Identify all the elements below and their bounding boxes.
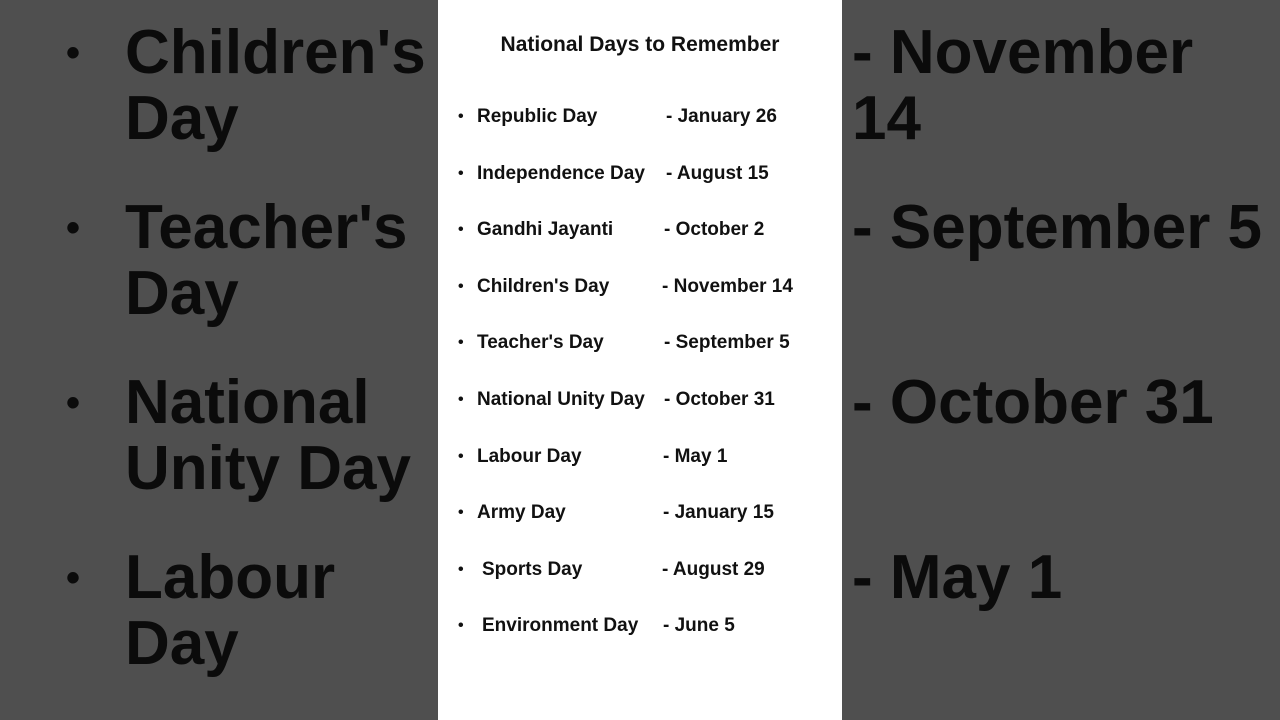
bullet: • [458, 447, 464, 465]
background-label: National Unity Day [125, 368, 411, 503]
background-date: - September 5 [852, 193, 1263, 262]
background-date: - October 31 [852, 368, 1214, 437]
bullet: • [458, 560, 464, 578]
background-label: Teacher's Day [125, 193, 408, 328]
day-name: Republic Day [477, 106, 598, 127]
bullet: • [458, 164, 464, 182]
bullet: • [66, 381, 81, 425]
day-date: - August 15 [666, 162, 769, 184]
day-date: - May 1 [663, 445, 728, 467]
day-date: - August 29 [662, 558, 765, 580]
day-name: Children's Day [477, 275, 610, 297]
bullet: • [458, 617, 464, 635]
bullet: • [66, 31, 81, 75]
list-item [438, 329, 842, 357]
list-item [438, 499, 842, 527]
bullet: • [458, 277, 464, 295]
day-name: Labour Day [477, 445, 582, 467]
day-name: Army Day [477, 502, 566, 524]
list-item [438, 443, 842, 471]
bullet: • [66, 206, 81, 250]
bullet: • [66, 556, 81, 600]
day-date: - September 5 [664, 332, 790, 354]
day-name: Sports Day [482, 558, 583, 580]
day-date: - October 2 [664, 219, 765, 241]
day-name: Independence Day [477, 162, 645, 184]
bullet: • [458, 221, 464, 239]
bullet: • [458, 334, 464, 352]
day-date: - June 5 [663, 615, 735, 637]
list-item [438, 273, 842, 301]
content-panel [438, 0, 842, 720]
list-item [438, 386, 842, 414]
background-label: Children's Day [125, 18, 426, 153]
day-date: - January 26 [666, 106, 777, 127]
background-date: - November 14 [852, 18, 1194, 153]
list-item [438, 612, 842, 640]
background-label: Labour Day [125, 543, 336, 678]
day-date: - January 15 [663, 502, 774, 524]
day-name: Environment Day [482, 615, 639, 637]
list-item [438, 160, 842, 188]
list-item [438, 556, 842, 584]
bullet: • [458, 504, 464, 522]
day-name: Gandhi Jayanti [477, 219, 614, 241]
list-item [438, 216, 842, 244]
day-name: National Unity Day [477, 389, 645, 410]
day-name: Teacher's Day [477, 332, 604, 354]
list-item [438, 103, 842, 131]
bullet: • [458, 108, 464, 125]
bullet: • [458, 391, 464, 408]
day-date: - November 14 [662, 275, 793, 297]
background-date: - May 1 [852, 543, 1063, 612]
page-title: National Days to Remember [500, 33, 780, 56]
day-date: - October 31 [664, 389, 775, 410]
